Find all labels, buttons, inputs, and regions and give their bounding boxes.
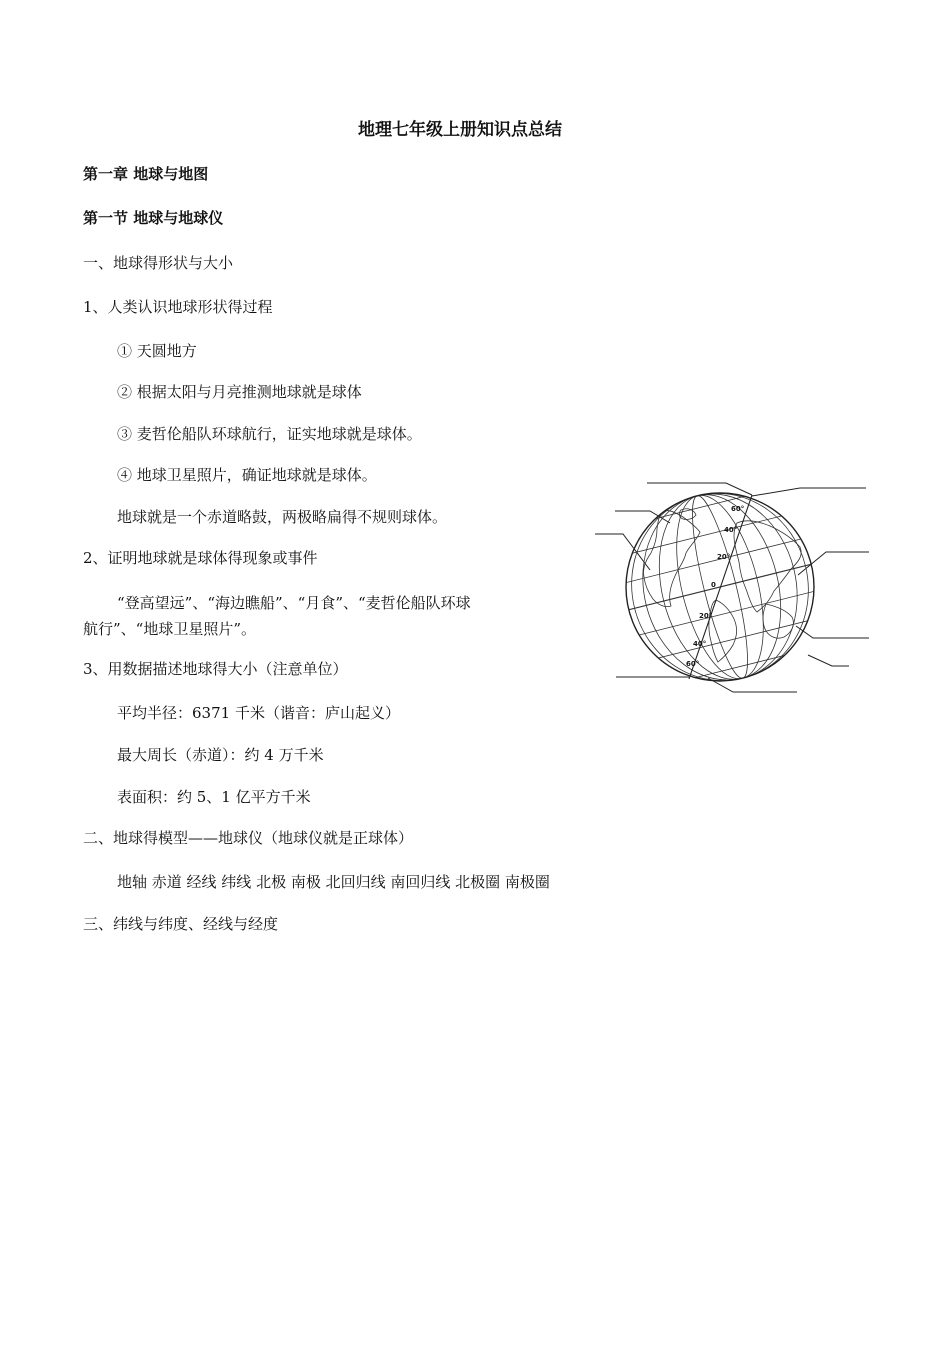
shape-summary: 地球就是一个赤道略鼓，两极略扁得不规则球体。 xyxy=(117,508,448,526)
step-2: ② 根据太阳与月亮推测地球就是球体 xyxy=(117,383,362,401)
lat-label-n40: 40° xyxy=(724,526,738,534)
part2-heading: 二、地球得模型——地球仪（地球仪就是正球体） xyxy=(83,829,414,847)
lat-label-equator: 0 xyxy=(711,581,716,589)
lat-label-n60: 60° xyxy=(731,505,745,513)
item1-heading: 1、人类认识地球形状得过程 xyxy=(83,298,273,316)
step-4: ④ 地球卫星照片，确证地球就是球体。 xyxy=(117,466,377,484)
globe-diagram xyxy=(592,474,872,698)
part1-heading: 一、地球得形状与大小 xyxy=(83,254,234,272)
lat-label-s40: 40° xyxy=(693,640,707,648)
step-3: ③ 麦哲伦船队环球航行，证实地球就是球体。 xyxy=(117,425,422,443)
lat-label-n20: 20° xyxy=(717,553,731,561)
chapter-heading: 第一章 地球与地图 xyxy=(83,165,209,183)
lat-label-s20: 20° xyxy=(699,612,713,620)
radius-line: 平均半径：6371 千米（谐音：庐山起义） xyxy=(117,704,400,722)
evidence-line-2: 航行”、“地球卫星照片”。 xyxy=(83,620,257,638)
step-1: ① 天圆地方 xyxy=(117,342,197,360)
item2-heading: 2、证明地球就是球体得现象或事件 xyxy=(83,549,318,567)
item3-heading: 3、用数据描述地球得大小（注意单位） xyxy=(83,660,348,678)
area-line: 表面积：约 5、1 亿平方千米 xyxy=(117,788,311,806)
circumference-line: 最大周长（赤道）：约 4 万千米 xyxy=(117,746,324,764)
page-title: 地理七年级上册知识点总结 xyxy=(358,120,562,140)
globe-terms: 地轴 赤道 经线 纬线 北极 南极 北回归线 南回归线 北极圈 南极圈 xyxy=(117,873,550,891)
earth-axis xyxy=(689,495,752,679)
leader-lines xyxy=(595,483,869,692)
lat-label-s60: 60° xyxy=(686,660,700,668)
evidence-line-1: “登高望远”、“海边瞧船”、“月食”、“麦哲伦船队环球 xyxy=(117,594,471,612)
globe-graticule xyxy=(592,474,859,698)
section-heading: 第一节 地球与地球仪 xyxy=(83,209,224,227)
part3-heading: 三、纬线与纬度、经线与经度 xyxy=(83,915,279,933)
